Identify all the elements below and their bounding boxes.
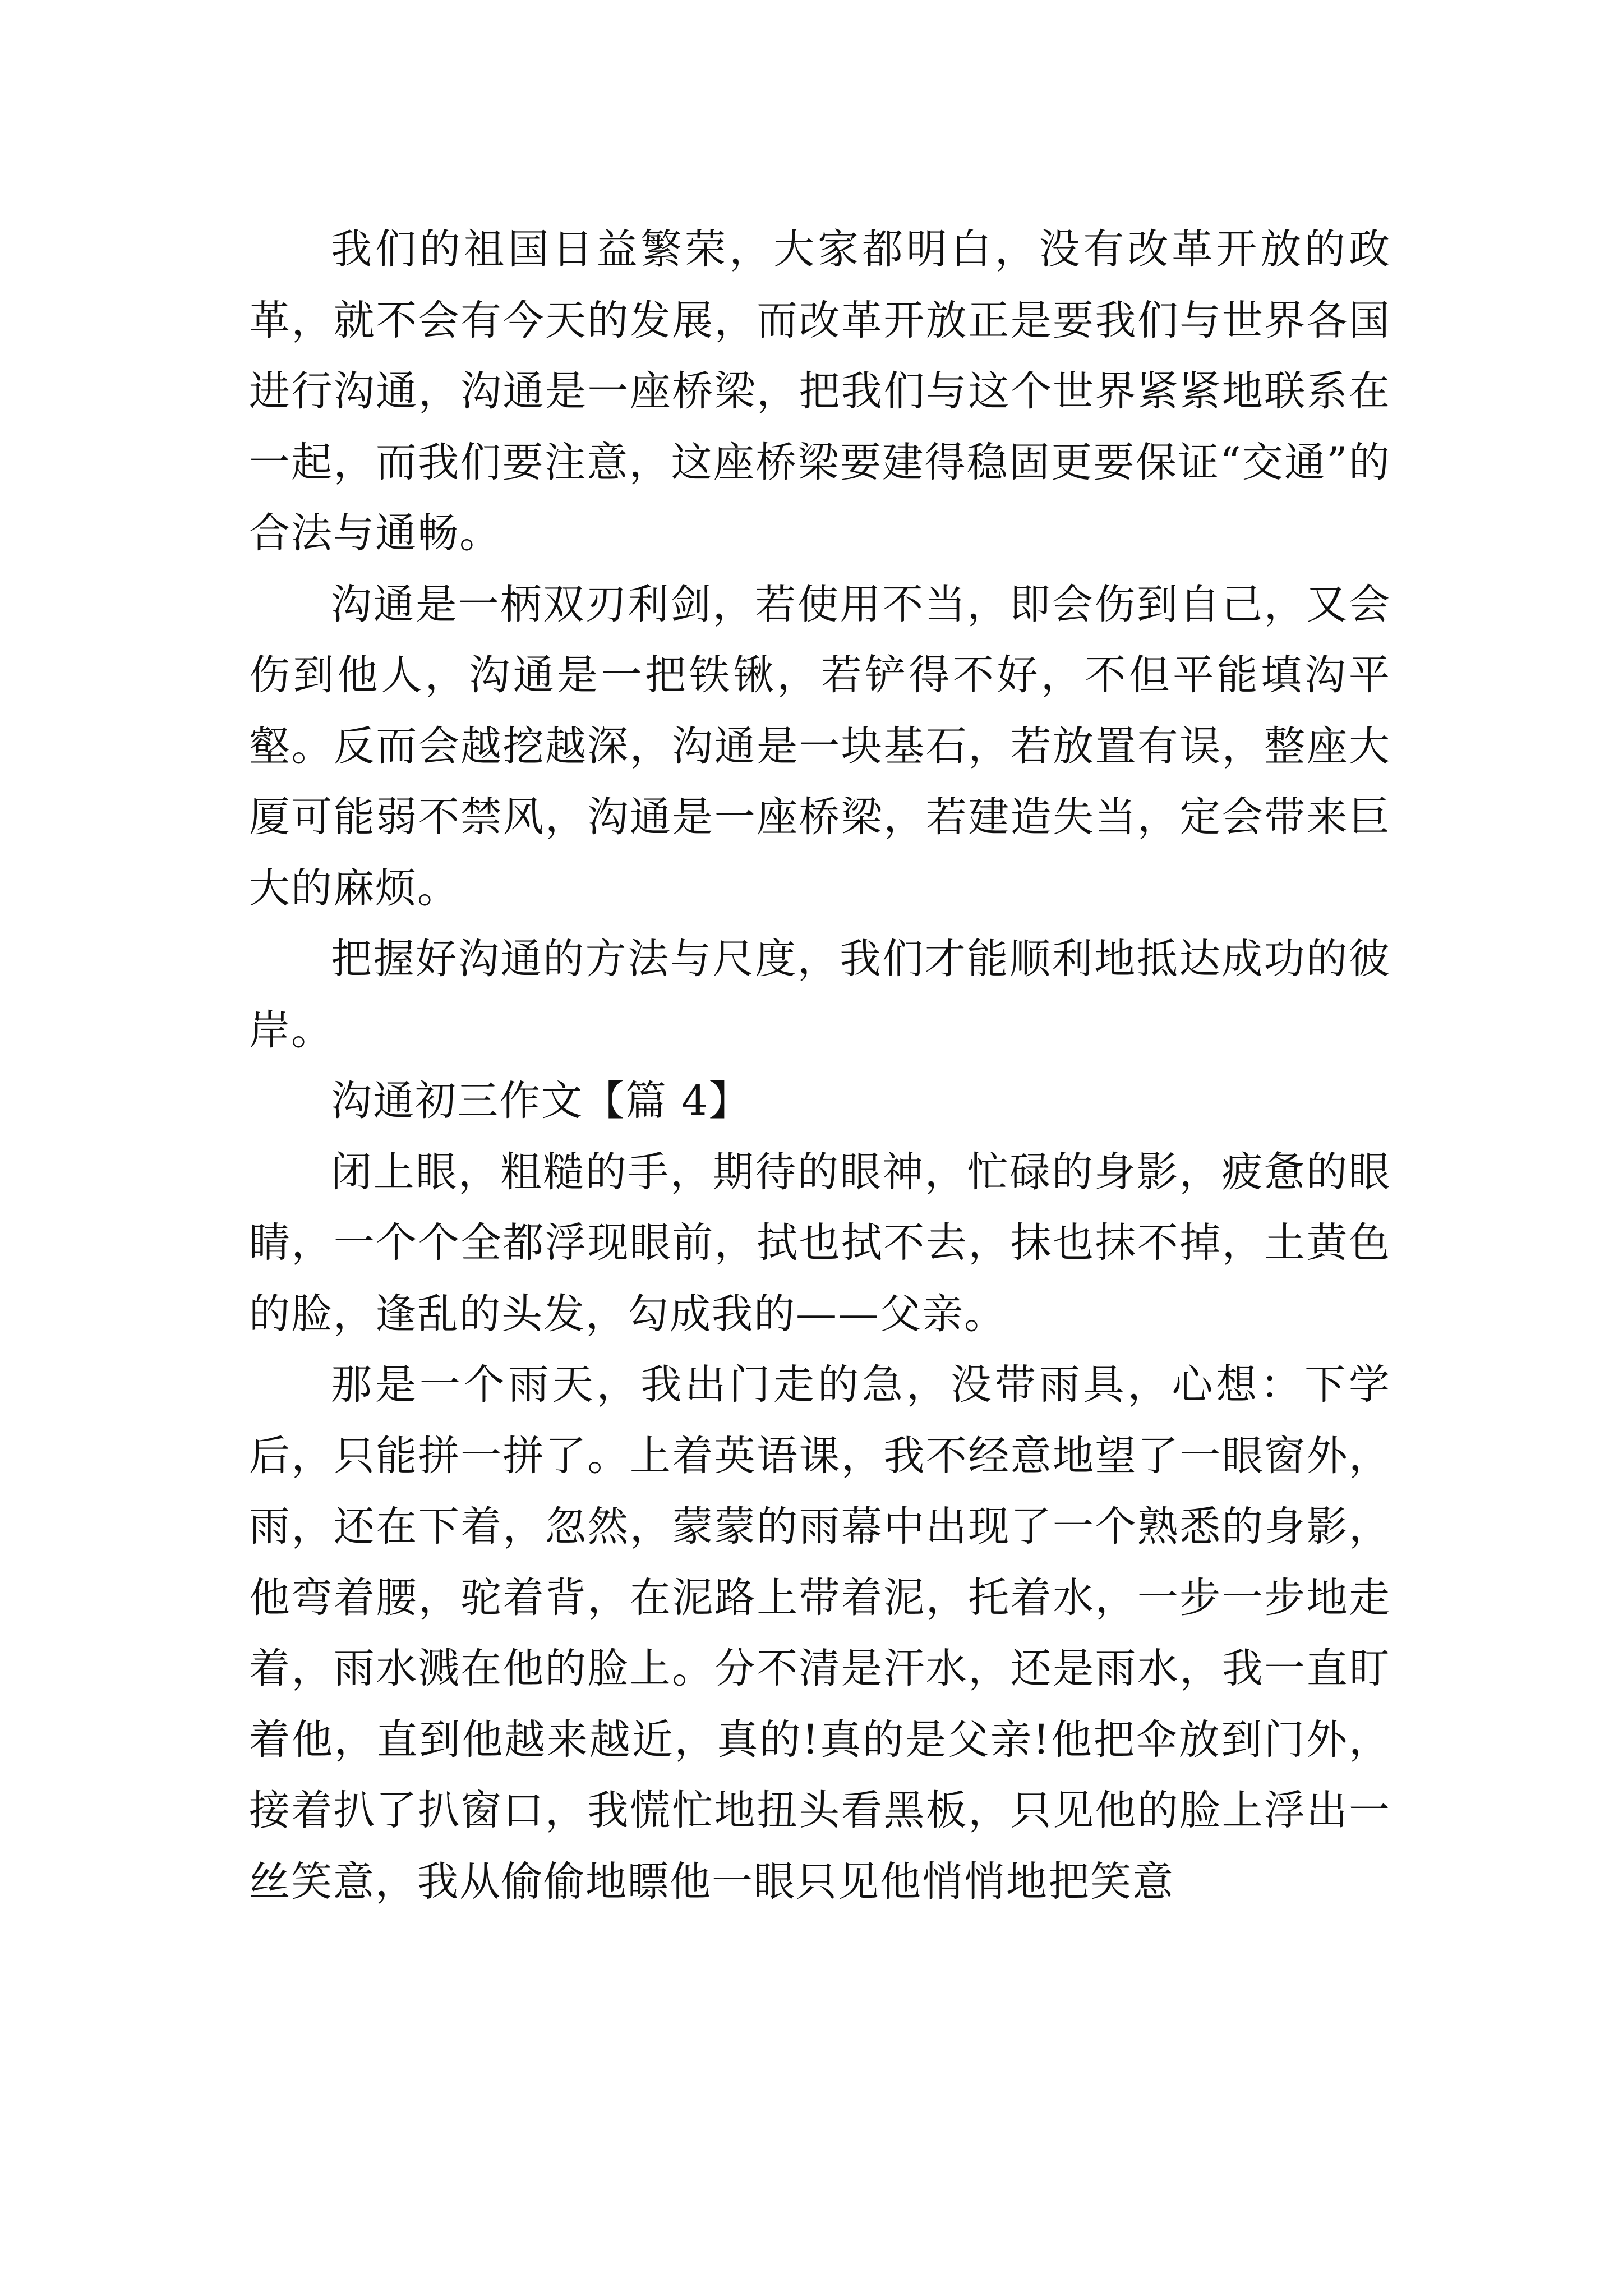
document-body bbox=[249, 214, 1391, 1917]
paragraph: 那是一个雨天，我出门走的急，没带雨具，心想：下学后，只能拼一拼了。上着英语课，我不经意地望了一眼窗外，雨，还在下着，忽然，蒙蒙的雨幕中出现了一个熟悉的身影，他弯着腰，驼着背，在泥路上带着泥，托着水，一步一步地走着，雨水溅在他的脸上。分不清是汗水，还是雨水，我一直盯着他，直到他越来越近，真的!真的是父亲!他把伞放到门外，接着扒了扒窗口，我慌忙地扭头看黑板，只见他的脸上浮出一丝笑意，我从偷偷地瞟他一眼只见他悄悄地把笑意 bbox=[249, 1361, 1391, 1906]
section-heading: 沟通初三作文【篇 4】 bbox=[331, 1077, 751, 1125]
paragraph: 闭上眼，粗糙的手，期待的眼神，忙碌的身影，疲惫的眼睛，一个个全都浮现眼前，拭也拭不去，抹也抹不掉，土黄色的脸，逢乱的头发，勾成我的——父亲。 bbox=[249, 1148, 1391, 1338]
paragraph: 我们的祖国日益繁荣，大家都明白，没有改革开放的政革，就不会有今天的发展，而改革开放正是要我们与世界各国进行沟通，沟通是一座桥梁，把我们与这个世界紧紧地联系在一起，而我们要注意，这座桥梁要建得稳固更要保证“交通”的合法与通畅。 bbox=[249, 226, 1391, 557]
paragraph: 沟通是一柄双刃利剑，若使用不当，即会伤到自己，又会伤到他人，沟通是一把铁锹，若铲得不好，不但平能填沟平壑。反而会越挖越深，沟通是一块基石，若放置有误，整座大厦可能弱不禁风，沟通是一座桥梁，若建造失当，定会带来巨大的麻烦。 bbox=[249, 580, 1391, 912]
paragraph: 把握好沟通的方法与尺度，我们才能顺利地抵达成功的彼岸。 bbox=[249, 935, 1391, 1054]
